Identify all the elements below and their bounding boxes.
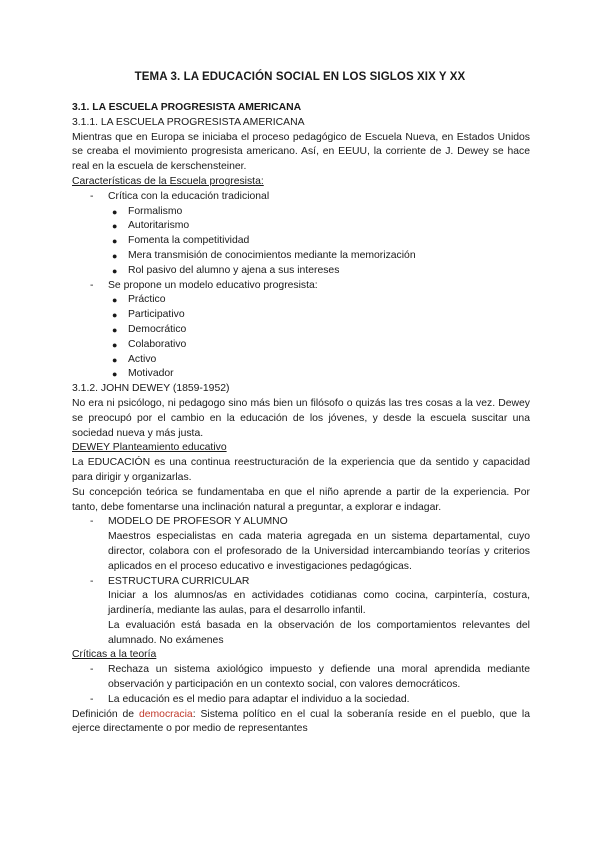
list-item bbox=[72, 190, 530, 205]
bullet-icon: ● bbox=[112, 236, 118, 247]
dash-icon: - bbox=[90, 279, 94, 291]
plan-title: DEWEY Planteamiento educativo bbox=[72, 442, 227, 454]
concept-paragraph: Su concepción teórica se fundamentaba en que el niño aprende a partir de la experiencia. Por tanto, debe fomentarse una inclinación natural a preguntar, a explorar e indagar. bbox=[72, 486, 530, 513]
list-item: ● Mera transmisión de conocimientos mediante la memorización bbox=[72, 249, 530, 264]
list-item-title: MODELO DE PROFESOR Y ALUMNO bbox=[108, 516, 288, 528]
list-item-text: Crítica con la educación tradicional bbox=[108, 190, 270, 202]
features-list bbox=[72, 190, 530, 205]
bullet-icon: ● bbox=[112, 310, 118, 321]
list-item: ● Fomenta la competitividad bbox=[72, 234, 530, 249]
dash-icon: - bbox=[90, 693, 94, 705]
definition-term: democracia bbox=[138, 708, 193, 720]
list-item bbox=[72, 515, 530, 574]
subsection-heading: 3.1.2. JOHN DEWEY (1859-1952) bbox=[72, 383, 230, 395]
dash-icon: - bbox=[90, 190, 94, 202]
list-item-title: ESTRUCTURA CURRICULAR bbox=[108, 575, 250, 587]
list-item: ● Formalismo bbox=[72, 205, 530, 220]
dash-icon: - bbox=[90, 664, 94, 676]
traditional-criticisms-list bbox=[72, 205, 530, 279]
dash-icon: - bbox=[90, 575, 94, 587]
list-item-text: Se propone un modelo educativo progresista: bbox=[108, 279, 318, 291]
definition-paragraph: Definición de democracia: Sistema político en el cual la soberanía reside en el pueblo, que la ejerce directamente o por medio de representantes bbox=[72, 708, 530, 735]
critics-list bbox=[72, 663, 530, 707]
bullet-icon: ● bbox=[112, 324, 118, 335]
list-item bbox=[72, 663, 530, 693]
list-item bbox=[72, 693, 530, 708]
list-item-text: Iniciar a los alumnos/as en actividades cotidianas como cocina, carpintería, costura, jardinería, mediante las aulas, para el desarrollo infantil. bbox=[108, 590, 530, 617]
bullet-icon: ● bbox=[112, 369, 118, 380]
section-heading: 3.1. LA ESCUELA PROGRESISTA AMERICANA bbox=[72, 102, 302, 113]
list-item: ● Motivador bbox=[72, 367, 530, 382]
features-title: Características de la Escuela progresista: bbox=[72, 175, 264, 187]
dewey-intro-paragraph: No era ni psicólogo, ni pedagogo sino más bien un filósofo o quizás las tres cosas a la vez. Dewey se preocupó por el cambio en la educación de los jóvenes, y desde la escuela suscitar una sociedad nueva y más justa. bbox=[72, 397, 530, 439]
bullet-icon: ● bbox=[112, 339, 118, 350]
list-item: ● Participativo bbox=[72, 308, 530, 323]
list-item-text: Rechaza un sistema axiológico impuesto y defiende una moral aprendida mediante observación y participación en un contexto social, con valores democráticos. bbox=[108, 664, 530, 691]
list-item: ● Democrático bbox=[72, 323, 530, 338]
subsection-heading: 3.1.1. LA ESCUELA PROGRESISTA AMERICANA bbox=[72, 116, 305, 128]
bullet-icon: ● bbox=[112, 250, 118, 261]
progressive-model-list bbox=[72, 293, 530, 382]
list-item bbox=[72, 279, 530, 294]
list-item: ● Práctico bbox=[72, 293, 530, 308]
document-body bbox=[72, 101, 530, 737]
intro-paragraph: Mientras que en Europa se iniciaba el proceso pedagógico de Escuela Nueva, en Estados Unidos se creaba el movimiento progresista americano. Así, en EEUU, la corriente de J. Dewey se hace real en la escuela de kerschensteiner. bbox=[72, 131, 530, 173]
list-item: ● Colaborativo bbox=[72, 338, 530, 353]
list-item-text: La educación es el medio para adaptar el individuo a la sociedad. bbox=[108, 693, 410, 705]
bullet-icon: ● bbox=[112, 295, 118, 306]
critics-title: Críticas a la teoría bbox=[72, 649, 157, 661]
bullet-icon: ● bbox=[112, 221, 118, 232]
education-paragraph: La EDUCACIÓN es una continua reestructuración de la experiencia que da sentido y capacidad para dirigir y organizarlas. bbox=[72, 457, 530, 483]
bullet-icon: ● bbox=[112, 354, 118, 365]
list-item: ● Activo bbox=[72, 353, 530, 368]
list-item-text: La evaluación está basada en la observación de los comportamientos relevantes del alumnado. No exámenes bbox=[108, 619, 530, 646]
list-item: ● Autoritarismo bbox=[72, 219, 530, 234]
bullet-icon: ● bbox=[112, 206, 118, 217]
bullet-icon: ● bbox=[112, 265, 118, 276]
list-item: ● Rol pasivo del alumno y ajena a sus intereses bbox=[72, 264, 530, 279]
list-item bbox=[72, 575, 530, 649]
page-title: TEMA 3. LA EDUCACIÓN SOCIAL EN LOS SIGLOS XIX Y XX bbox=[134, 71, 466, 83]
dash-icon: - bbox=[90, 516, 94, 528]
list-item-text: Maestros especialistas en cada materia agregada en un sistema departamental, cuyo director, colabora con el profesorado de la Universidad intercambiando teorías y criterios aplicados en el proceso educativo e investigaciones pedagógicas. bbox=[108, 531, 530, 572]
plan-list bbox=[72, 515, 530, 648]
